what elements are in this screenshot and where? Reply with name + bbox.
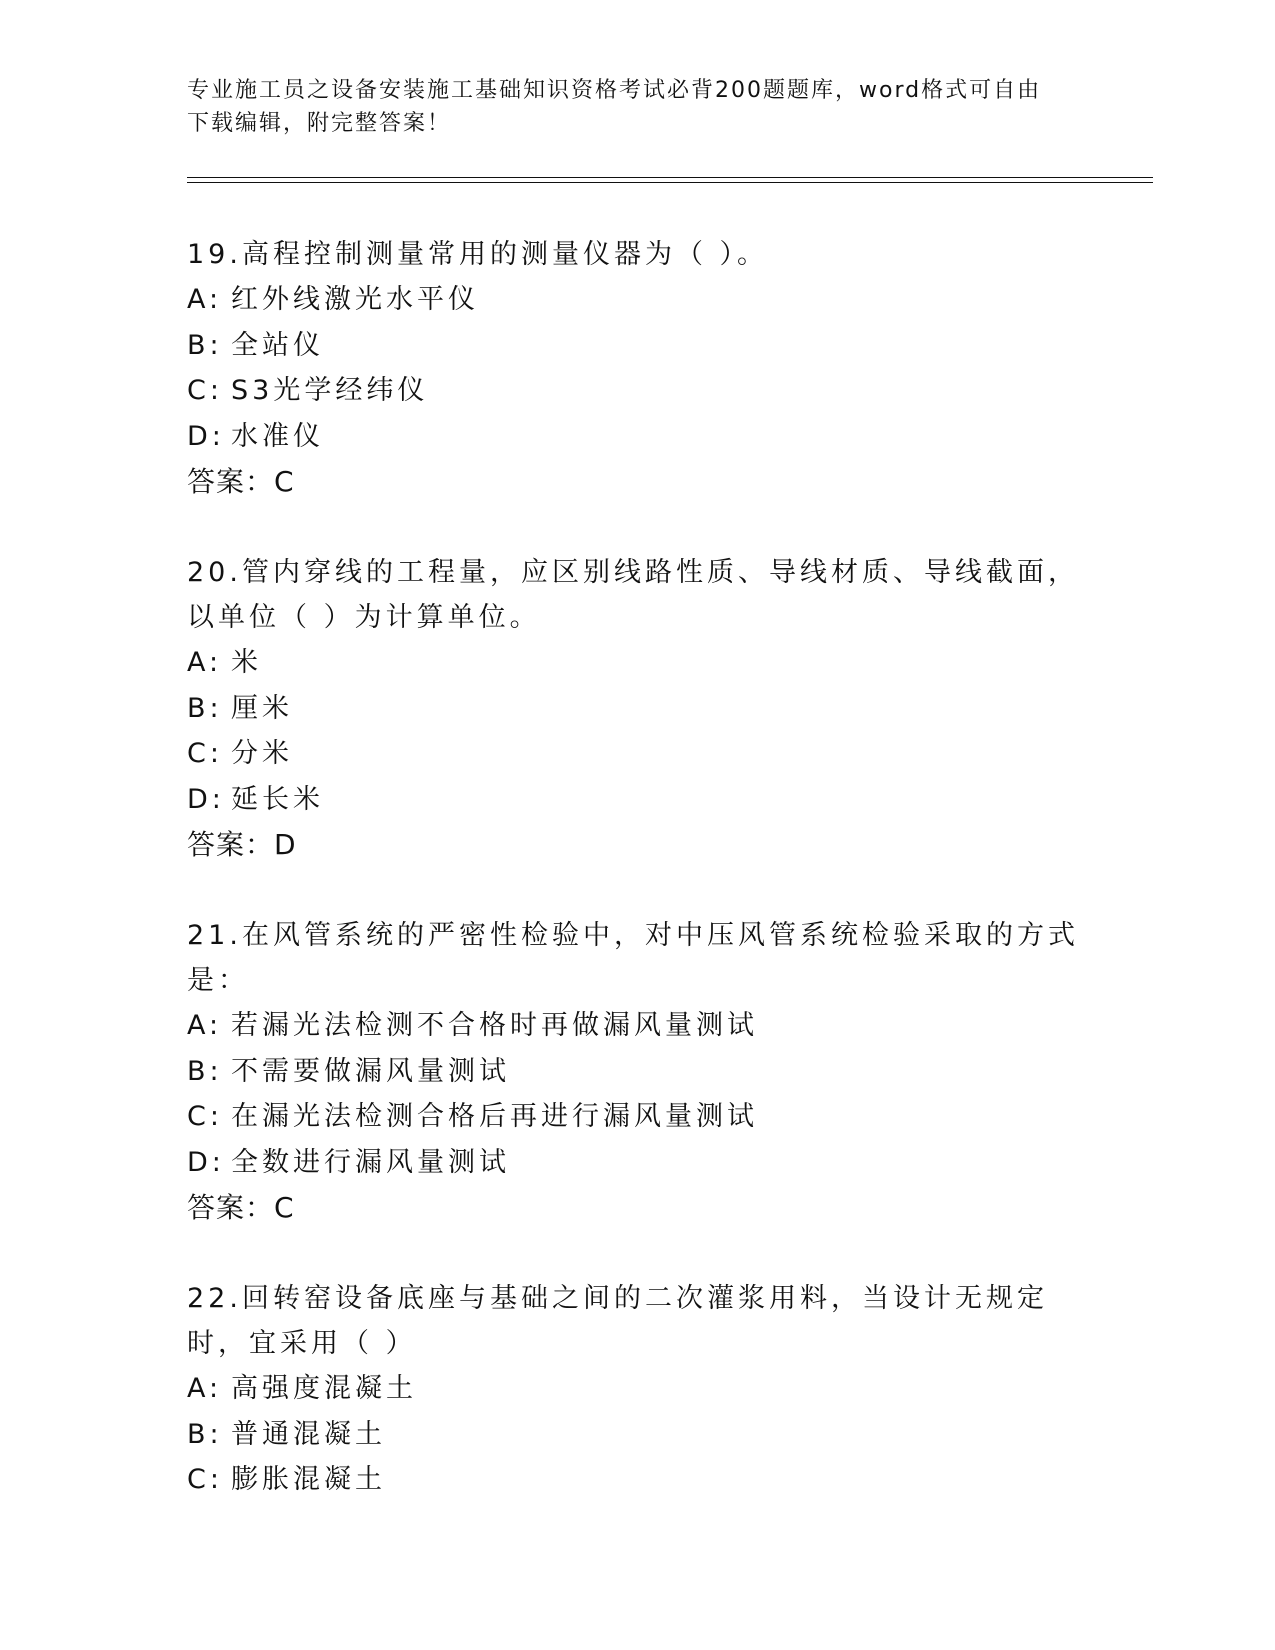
option-text: 高强度混凝土 [231, 1373, 417, 1404]
option-text: 全数进行漏风量测试 [231, 1146, 510, 1178]
option-b [187, 323, 1087, 369]
option-label: D: [187, 420, 225, 452]
option-b [187, 686, 1087, 732]
option-d [187, 777, 1087, 823]
question-text: 21.在风管系统的严密性检验中，对中压风管系统检验采取的方式是： [187, 920, 1079, 996]
option-label: C: [187, 375, 223, 406]
option-b [187, 1049, 1087, 1095]
header-line-1: 专业施工员之设备安装施工基础知识资格考试必背200题题库，word格式可自由 [187, 78, 1042, 103]
option-label: B: [187, 329, 223, 361]
question-20 [187, 550, 1087, 867]
option-c [187, 1457, 1087, 1503]
option-a [187, 277, 1087, 323]
option-d [187, 414, 1087, 460]
option-a [187, 640, 1087, 686]
option-label: A: [187, 647, 223, 678]
option-label: C: [187, 738, 223, 769]
option-text: 米 [231, 647, 262, 678]
option-label: A: [187, 1373, 223, 1404]
option-text: 在漏光法检测合格后再进行漏风量测试 [231, 1101, 758, 1132]
option-text: 膨胀混凝土 [231, 1464, 386, 1495]
header-line-2: 下载编辑，附完整答案！ [187, 111, 452, 136]
option-label: D: [187, 1146, 225, 1178]
option-label: A: [187, 284, 223, 315]
option-label: B: [187, 1418, 223, 1450]
option-a [187, 1366, 1087, 1412]
question-21 [187, 913, 1087, 1230]
option-label: D: [187, 783, 225, 815]
question-text: 22.回转窑设备底座与基础之间的二次灌浆用料，当设计无规定时，宜采用（ ） [187, 1283, 1048, 1359]
option-c [187, 731, 1087, 777]
option-d [187, 1140, 1087, 1186]
option-text: 全站仪 [231, 329, 324, 361]
option-label: A: [187, 1010, 223, 1041]
option-text: 红外线激光水平仪 [231, 284, 479, 315]
question-22 [187, 1276, 1087, 1503]
option-a [187, 1003, 1087, 1049]
question-text: 19.高程控制测量常用的测量仪器为（ ）。 [187, 239, 769, 270]
option-text: 若漏光法检测不合格时再做漏风量测试 [231, 1010, 758, 1041]
option-text: 普通混凝土 [231, 1418, 386, 1450]
option-text: 水准仪 [231, 420, 324, 452]
answer: 答案：D [187, 828, 297, 861]
option-label: B: [187, 692, 223, 724]
option-text: 延长米 [231, 783, 324, 815]
question-19 [187, 232, 1087, 504]
header-divider-bottom [187, 182, 1153, 183]
document-header [187, 74, 1067, 140]
option-b [187, 1412, 1087, 1458]
option-label: B: [187, 1055, 223, 1087]
option-c [187, 1094, 1087, 1140]
header-divider-top [187, 177, 1153, 178]
option-c [187, 368, 1087, 414]
question-text: 20.管内穿线的工程量，应区别线路性质、导线材质、导线截面，以单位（ ）为计算单位。 [187, 557, 1079, 633]
option-text: 不需要做漏风量测试 [231, 1055, 510, 1087]
question-list [187, 232, 1087, 1549]
answer: 答案：C [187, 465, 295, 498]
option-label: C: [187, 1101, 223, 1132]
option-text: 厘米 [231, 692, 293, 724]
option-text: S3光学经纬仪 [231, 375, 429, 406]
answer: 答案：C [187, 1191, 295, 1224]
option-label: C: [187, 1464, 223, 1495]
option-text: 分米 [231, 738, 293, 769]
